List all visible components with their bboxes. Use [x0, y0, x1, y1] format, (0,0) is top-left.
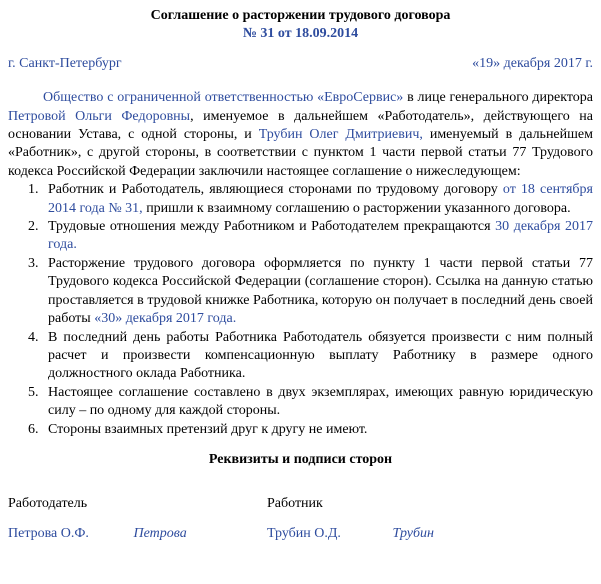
employee-signature-block [267, 525, 593, 543]
list-item-text: Настоящее соглашение составлено в двух экземплярах, имеющих равную юридическую силу – по одному для каждой стороны. [48, 384, 593, 419]
employee-label: Работник [267, 496, 323, 512]
city-date-row [8, 55, 593, 73]
list-item [8, 329, 593, 384]
list-item-number: 2. [28, 219, 39, 235]
list-item-text: Работник и Работодатель, являющиеся сторонами по трудовому договору от 18 сентября 2014 года № 31, пришли к взаимному соглашению о расторжении указанного договора. [48, 182, 593, 216]
employer-signature-block [8, 525, 267, 543]
list-item [8, 255, 593, 329]
employer-label: Работодатель [8, 496, 88, 512]
list-item [8, 218, 593, 255]
list-item-number: 6. [28, 421, 39, 437]
signature-names-row [8, 525, 593, 543]
list-item [8, 384, 593, 421]
list-item-text: Стороны взаимных претензий друг к другу не имеют. [48, 421, 368, 437]
document-number: № 31 от 18.09.2014 [242, 26, 359, 42]
list-item-number: 4. [28, 329, 39, 345]
list-item-text: Расторжение трудового договора оформляется по пункту 1 части первой статьи 77 Трудового кодекса Российской Федерации (соглашение сторон). Ссылка на данную статью проставляется в трудовой книжке Работника, которую он получает в последний день своей работы «30» декабря 2017 года. [48, 255, 593, 327]
employer-signature: Петрова [133, 525, 187, 541]
date-label: «19» декабря 2017 г. [472, 55, 593, 71]
list-item-number: 5. [28, 384, 39, 400]
list-item-text: В последний день работы Работника Работодатель обязуется произвести с ним полный расчет и произвести компенсационную выплату Работнику в размере одного должностного оклада Работника. [48, 329, 593, 382]
signatures-heading: Реквизиты и подписи сторон [208, 451, 393, 467]
list-item [8, 421, 593, 439]
employee-name: Трубин О.Д. [267, 525, 341, 541]
list-item [8, 181, 593, 218]
employer-name: Петрова О.Ф. [8, 525, 89, 541]
list-item-number: 3. [28, 255, 39, 271]
employee-signature: Трубин [392, 525, 434, 541]
signature-labels-row [8, 495, 593, 513]
agreement-list [8, 181, 593, 439]
list-item-text: Трудовые отношения между Работником и Работодателем прекращаются 30 декабря 2017 года. [48, 219, 594, 253]
list-item-number: 1. [28, 182, 39, 198]
city-label: г. Санкт-Петербург [8, 55, 122, 71]
intro-paragraph: Общество с ограниченной ответственностью «ЕвроСервис» в лице генерального директора Петровой Ольги Федоровны, именуемое в дальнейшем «Работодатель», действующего на основании Устава, с одной стороны, и Трубин Олег Дмитриевич, именуемый в дальнейшем «Работник», с другой стороны, в соответствии с пунктом 1 части первой статьи 77 Трудового кодекса Российской Федерации заключили настоящее соглашение о нижеследующем: [8, 90, 593, 179]
document-title: Соглашение о расторжении трудового договора [150, 8, 451, 23]
